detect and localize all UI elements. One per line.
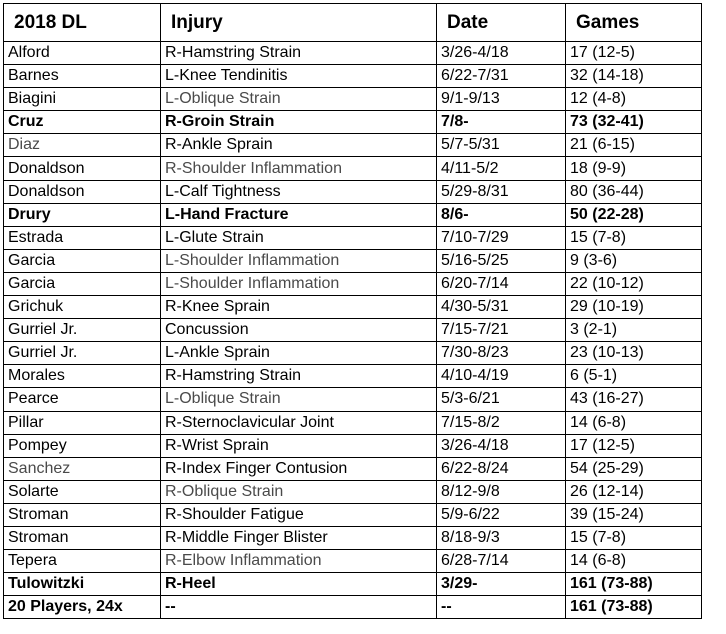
cell-player: Drury (4, 203, 161, 226)
cell-injury: R-Ankle Sprain (161, 134, 437, 157)
cell-player: Barnes (4, 65, 161, 88)
cell-date: 7/8- (437, 111, 566, 134)
cell-games: 43 (16-27) (566, 388, 702, 411)
cell-games: 39 (15-24) (566, 503, 702, 526)
cell-games: 6 (5-1) (566, 365, 702, 388)
table-row (4, 88, 702, 111)
cell-date: 5/3-6/21 (437, 388, 566, 411)
cell-games: 15 (7-8) (566, 526, 702, 549)
table-row (4, 457, 702, 480)
cell-date: 3/26-4/18 (437, 434, 566, 457)
table-row (4, 342, 702, 365)
table-row (4, 157, 702, 180)
cell-games: 15 (7-8) (566, 226, 702, 249)
table-row (4, 296, 702, 319)
cell-games: 29 (10-19) (566, 296, 702, 319)
cell-injury: R-Oblique Strain (161, 480, 437, 503)
cell-injury: R-Sternoclavicular Joint (161, 411, 437, 434)
cell-injury: L-Glute Strain (161, 226, 437, 249)
cell-date: 7/30-8/23 (437, 342, 566, 365)
table-row (4, 42, 702, 65)
cell-date: 8/6- (437, 203, 566, 226)
cell-injury: L-Calf Tightness (161, 180, 437, 203)
cell-date: 5/9-6/22 (437, 503, 566, 526)
table-row (4, 434, 702, 457)
table-row (4, 203, 702, 226)
table-row (4, 573, 702, 596)
cell-games: 14 (6-8) (566, 411, 702, 434)
cell-injury: L-Oblique Strain (161, 388, 437, 411)
cell-games: 9 (3-6) (566, 249, 702, 272)
cell-games: 50 (22-28) (566, 203, 702, 226)
cell-games: 161 (73-88) (566, 573, 702, 596)
cell-player: Pearce (4, 388, 161, 411)
cell-player: Gurriel Jr. (4, 342, 161, 365)
cell-date: 6/22-7/31 (437, 65, 566, 88)
cell-player: Stroman (4, 503, 161, 526)
cell-injury: R-Index Finger Contusion (161, 457, 437, 480)
cell-date: 8/12-9/8 (437, 480, 566, 503)
cell-date: 7/15-8/2 (437, 411, 566, 434)
cell-games: 21 (6-15) (566, 134, 702, 157)
cell-injury: L-Ankle Sprain (161, 342, 437, 365)
cell-games: 17 (12-5) (566, 42, 702, 65)
table-row (4, 503, 702, 526)
cell-injury: R-Wrist Sprain (161, 434, 437, 457)
cell-player: 20 Players, 24x (4, 596, 161, 619)
table-row (4, 111, 702, 134)
table-row (4, 272, 702, 295)
cell-date: 5/16-5/25 (437, 249, 566, 272)
cell-injury: Concussion (161, 319, 437, 342)
cell-player: Biagini (4, 88, 161, 111)
cell-date: -- (437, 596, 566, 619)
table-row (4, 226, 702, 249)
cell-date: 3/29- (437, 573, 566, 596)
cell-date: 6/20-7/14 (437, 272, 566, 295)
cell-injury: L-Knee Tendinitis (161, 65, 437, 88)
cell-games: 32 (14-18) (566, 65, 702, 88)
cell-games: 17 (12-5) (566, 434, 702, 457)
cell-games: 161 (73-88) (566, 596, 702, 619)
cell-player: Morales (4, 365, 161, 388)
cell-date: 4/11-5/2 (437, 157, 566, 180)
cell-games: 3 (2-1) (566, 319, 702, 342)
header-injury: Injury (161, 4, 437, 42)
cell-date: 8/18-9/3 (437, 526, 566, 549)
cell-player: Gurriel Jr. (4, 319, 161, 342)
cell-date: 6/28-7/14 (437, 550, 566, 573)
cell-player: Stroman (4, 526, 161, 549)
cell-injury: R-Heel (161, 573, 437, 596)
cell-date: 4/30-5/31 (437, 296, 566, 319)
header-date: Date (437, 4, 566, 42)
cell-games: 54 (25-29) (566, 457, 702, 480)
cell-injury: L-Oblique Strain (161, 88, 437, 111)
cell-games: 23 (10-13) (566, 342, 702, 365)
cell-games: 80 (36-44) (566, 180, 702, 203)
table-row (4, 550, 702, 573)
cell-player: Tepera (4, 550, 161, 573)
header-player: 2018 DL (4, 4, 161, 42)
cell-player: Diaz (4, 134, 161, 157)
table-row (4, 388, 702, 411)
table-row (4, 319, 702, 342)
cell-player: Pillar (4, 411, 161, 434)
table-row (4, 526, 702, 549)
cell-player: Grichuk (4, 296, 161, 319)
cell-injury: R-Groin Strain (161, 111, 437, 134)
injured-list-table (3, 3, 702, 619)
table-body (4, 42, 702, 619)
cell-injury: L-Hand Fracture (161, 203, 437, 226)
cell-injury: R-Shoulder Inflammation (161, 157, 437, 180)
cell-games: 73 (32-41) (566, 111, 702, 134)
cell-date: 6/22-8/24 (437, 457, 566, 480)
cell-player: Donaldson (4, 157, 161, 180)
cell-injury: R-Elbow Inflammation (161, 550, 437, 573)
cell-player: Sanchez (4, 457, 161, 480)
cell-injury: R-Hamstring Strain (161, 42, 437, 65)
table-row (4, 134, 702, 157)
table-row (4, 65, 702, 88)
cell-injury: R-Shoulder Fatigue (161, 503, 437, 526)
cell-player: Cruz (4, 111, 161, 134)
cell-player: Garcia (4, 272, 161, 295)
cell-date: 9/1-9/13 (437, 88, 566, 111)
table-row (4, 249, 702, 272)
table-row (4, 180, 702, 203)
table-row (4, 480, 702, 503)
cell-player: Donaldson (4, 180, 161, 203)
cell-injury: L-Shoulder Inflammation (161, 272, 437, 295)
cell-player: Solarte (4, 480, 161, 503)
cell-player: Estrada (4, 226, 161, 249)
cell-player: Alford (4, 42, 161, 65)
cell-player: Pompey (4, 434, 161, 457)
table-row (4, 596, 702, 619)
cell-injury: R-Hamstring Strain (161, 365, 437, 388)
cell-games: 12 (4-8) (566, 88, 702, 111)
cell-games: 26 (12-14) (566, 480, 702, 503)
cell-injury: L-Shoulder Inflammation (161, 249, 437, 272)
cell-player: Garcia (4, 249, 161, 272)
cell-date: 3/26-4/18 (437, 42, 566, 65)
cell-injury: R-Knee Sprain (161, 296, 437, 319)
header-row (4, 4, 702, 42)
cell-date: 7/15-7/21 (437, 319, 566, 342)
cell-games: 22 (10-12) (566, 272, 702, 295)
table-row (4, 365, 702, 388)
cell-date: 5/29-8/31 (437, 180, 566, 203)
table-row (4, 411, 702, 434)
cell-games: 18 (9-9) (566, 157, 702, 180)
cell-date: 4/10-4/19 (437, 365, 566, 388)
cell-date: 5/7-5/31 (437, 134, 566, 157)
cell-injury: R-Middle Finger Blister (161, 526, 437, 549)
cell-player: Tulowitzki (4, 573, 161, 596)
cell-injury: -- (161, 596, 437, 619)
header-games: Games (566, 4, 702, 42)
cell-games: 14 (6-8) (566, 550, 702, 573)
cell-date: 7/10-7/29 (437, 226, 566, 249)
